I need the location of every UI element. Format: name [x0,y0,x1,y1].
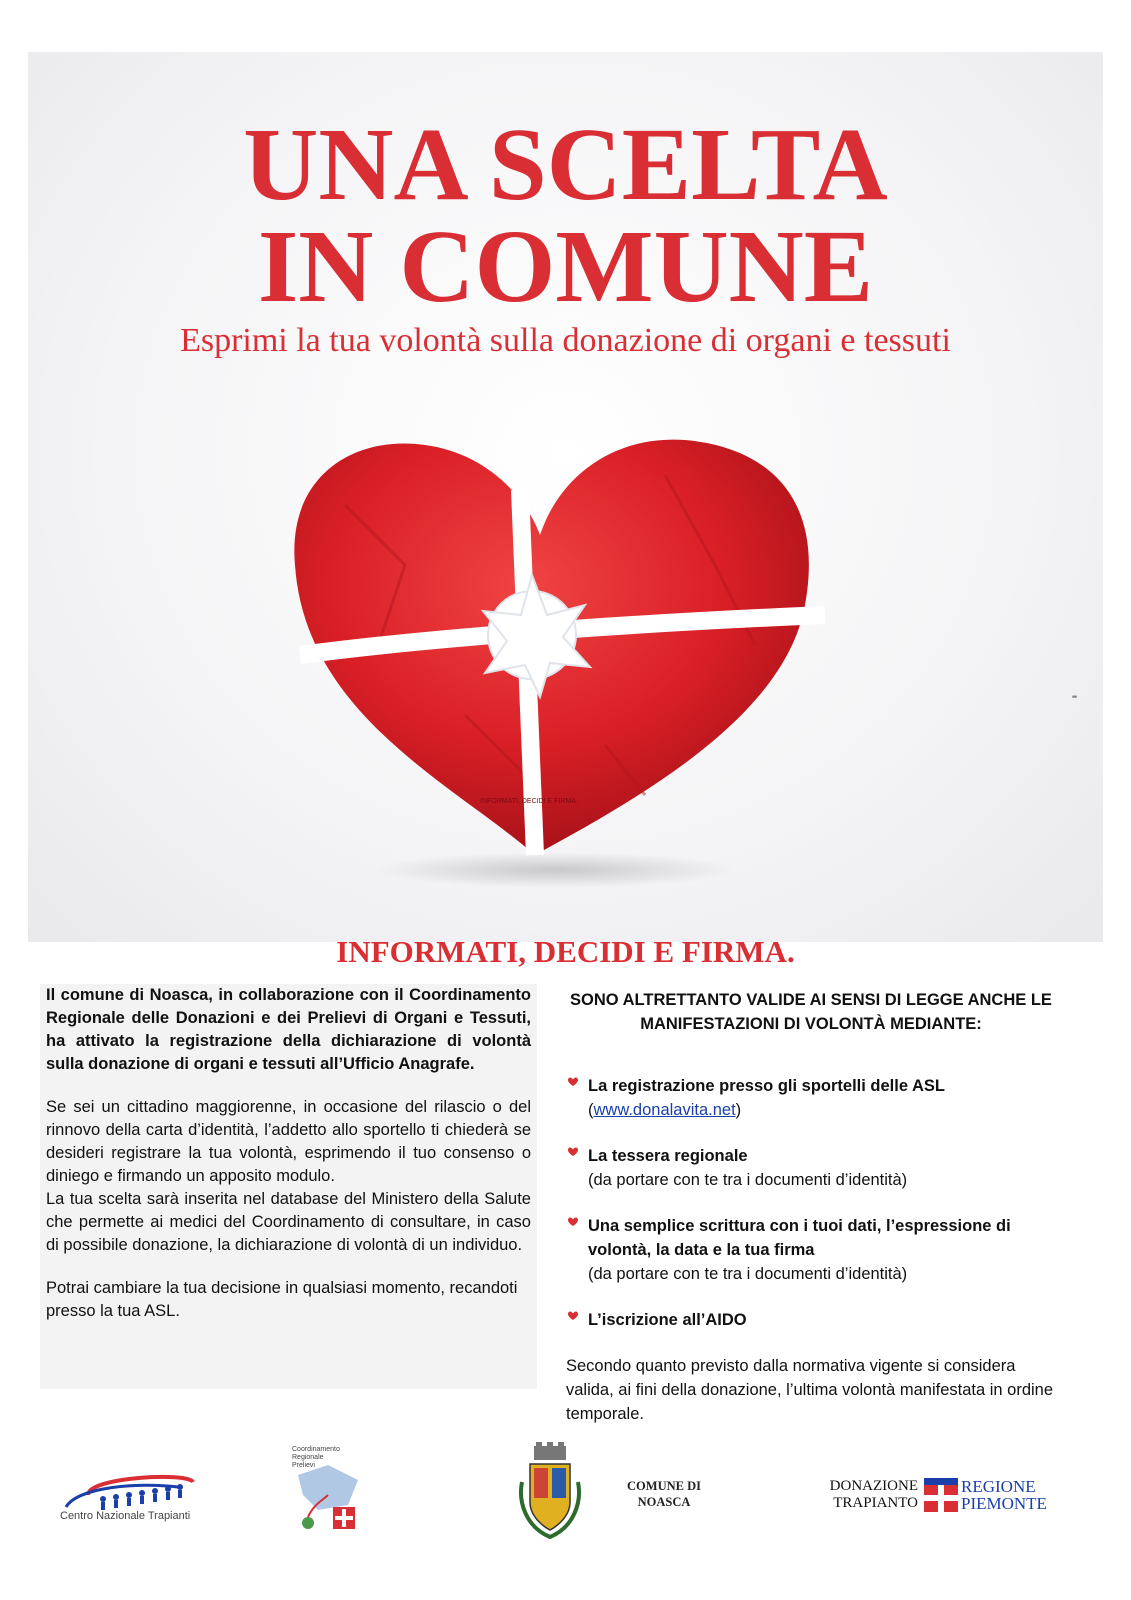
crt-label: Coordinamento Regionale Prelievi [292,1446,340,1469]
list-item [566,1144,1056,1192]
item-sub: (da portare con te tra i documenti d’identità) [588,1171,908,1189]
donazione-line-2: TRAPIANTO [833,1495,918,1511]
item-main: L’iscrizione all’AIDO [588,1311,747,1329]
list-item [566,1308,1056,1332]
title-line-2: IN COMUNE [257,209,874,324]
regione-line-1: REGIONE [961,1477,1036,1496]
comune-line-1: COMUNE DI [627,1479,701,1493]
right-heading: SONO ALTRETTANTO VALIDE AI SENSI DI LEGGE ANCHE LE MANIFESTAZIONI DI VOLONTÀ MEDIANTE: [570,991,1052,1033]
noasca-crest-icon [516,1442,584,1542]
list-item [566,1074,1056,1122]
donazione-label [818,1478,918,1512]
credit-vertical-mark: ▮ [1071,695,1077,699]
subtitle: Esprimi la tua volontà sulla donazione di organi e tessuti [180,322,951,359]
heart-bullet-icon [568,1311,578,1321]
left-column [40,984,537,1389]
heart-bullet-icon [568,1217,578,1227]
comune-line-2: NOASCA [637,1495,691,1509]
paragraph-3: Potrai cambiare la tua decisione in qualsiasi momento, recandoti presso la tua ASL. [46,1279,518,1320]
paragraph-2: La tua scelta sarà inserita nel database del Ministero della Salute che permette ai medici del Coordinamento di consultare, in caso di possibile donazione, la dichiarazione di volontà di un individuo. [46,1190,531,1254]
comune-label [614,1478,714,1510]
regione-line-2: PIEMONTE [961,1494,1047,1513]
heart-bullet-icon [568,1077,578,1087]
cnt-logo-icon [58,1452,208,1542]
paragraph-1: Se sei un cittadino maggiorenne, in occasione del rilascio o del rinnovo della carta d’identità, l’addetto allo sportello ti chiederà se desideri registrare la tua volontà, esprimendo il tuo consenso o diniego e firmando un apposito modulo. [46,1098,531,1185]
intro-paragraph: Il comune di Noasca, in collaborazione con il Coordinamento Regionale delle Donazioni e dei Prelievi di Organi e Tessuti, ha attivato la registrazione della dichiarazione di volontà sulla donazione di organi e tessuti all’Ufficio Anagrafe. [46,986,531,1073]
item-main: La tessera regionale [588,1147,748,1165]
tagline: INFORMATI, DECIDI E FIRMA. [336,934,795,969]
ribbon-text: INFORMATI, DECIDI E FIRMA. [480,798,578,805]
wrapped-heart-image [285,415,845,895]
donalavita-link[interactable]: www.donalavita.net [593,1101,736,1119]
regione-label [961,1478,1047,1512]
item-main: La registrazione presso gli sportelli delle ASL [588,1077,945,1095]
link-open: ( [588,1101,594,1119]
right-column [566,988,1056,1426]
donazione-line-1: DONAZIONE [829,1478,918,1494]
cnt-label: Centro Nazionale Trapianti [60,1510,191,1522]
closing-text: Secondo quanto previsto dalla normativa vigente si considera valida, ai fini della donazione, l’ultima volontà manifestata in ordine temporale. [566,1357,1054,1423]
link-close: ) [735,1101,742,1119]
heart-bullet-icon [568,1147,578,1157]
piemonte-flag-icon [924,1478,958,1512]
title-line-1: UNA SCELTA [243,107,888,222]
item-sub: (da portare con te tra i documenti d’identità) [588,1265,908,1283]
list-item [566,1214,1056,1286]
item-main: Una semplice scrittura con i tuoi dati, l’espressione di volontà, la data e la tua firma [588,1217,1011,1259]
